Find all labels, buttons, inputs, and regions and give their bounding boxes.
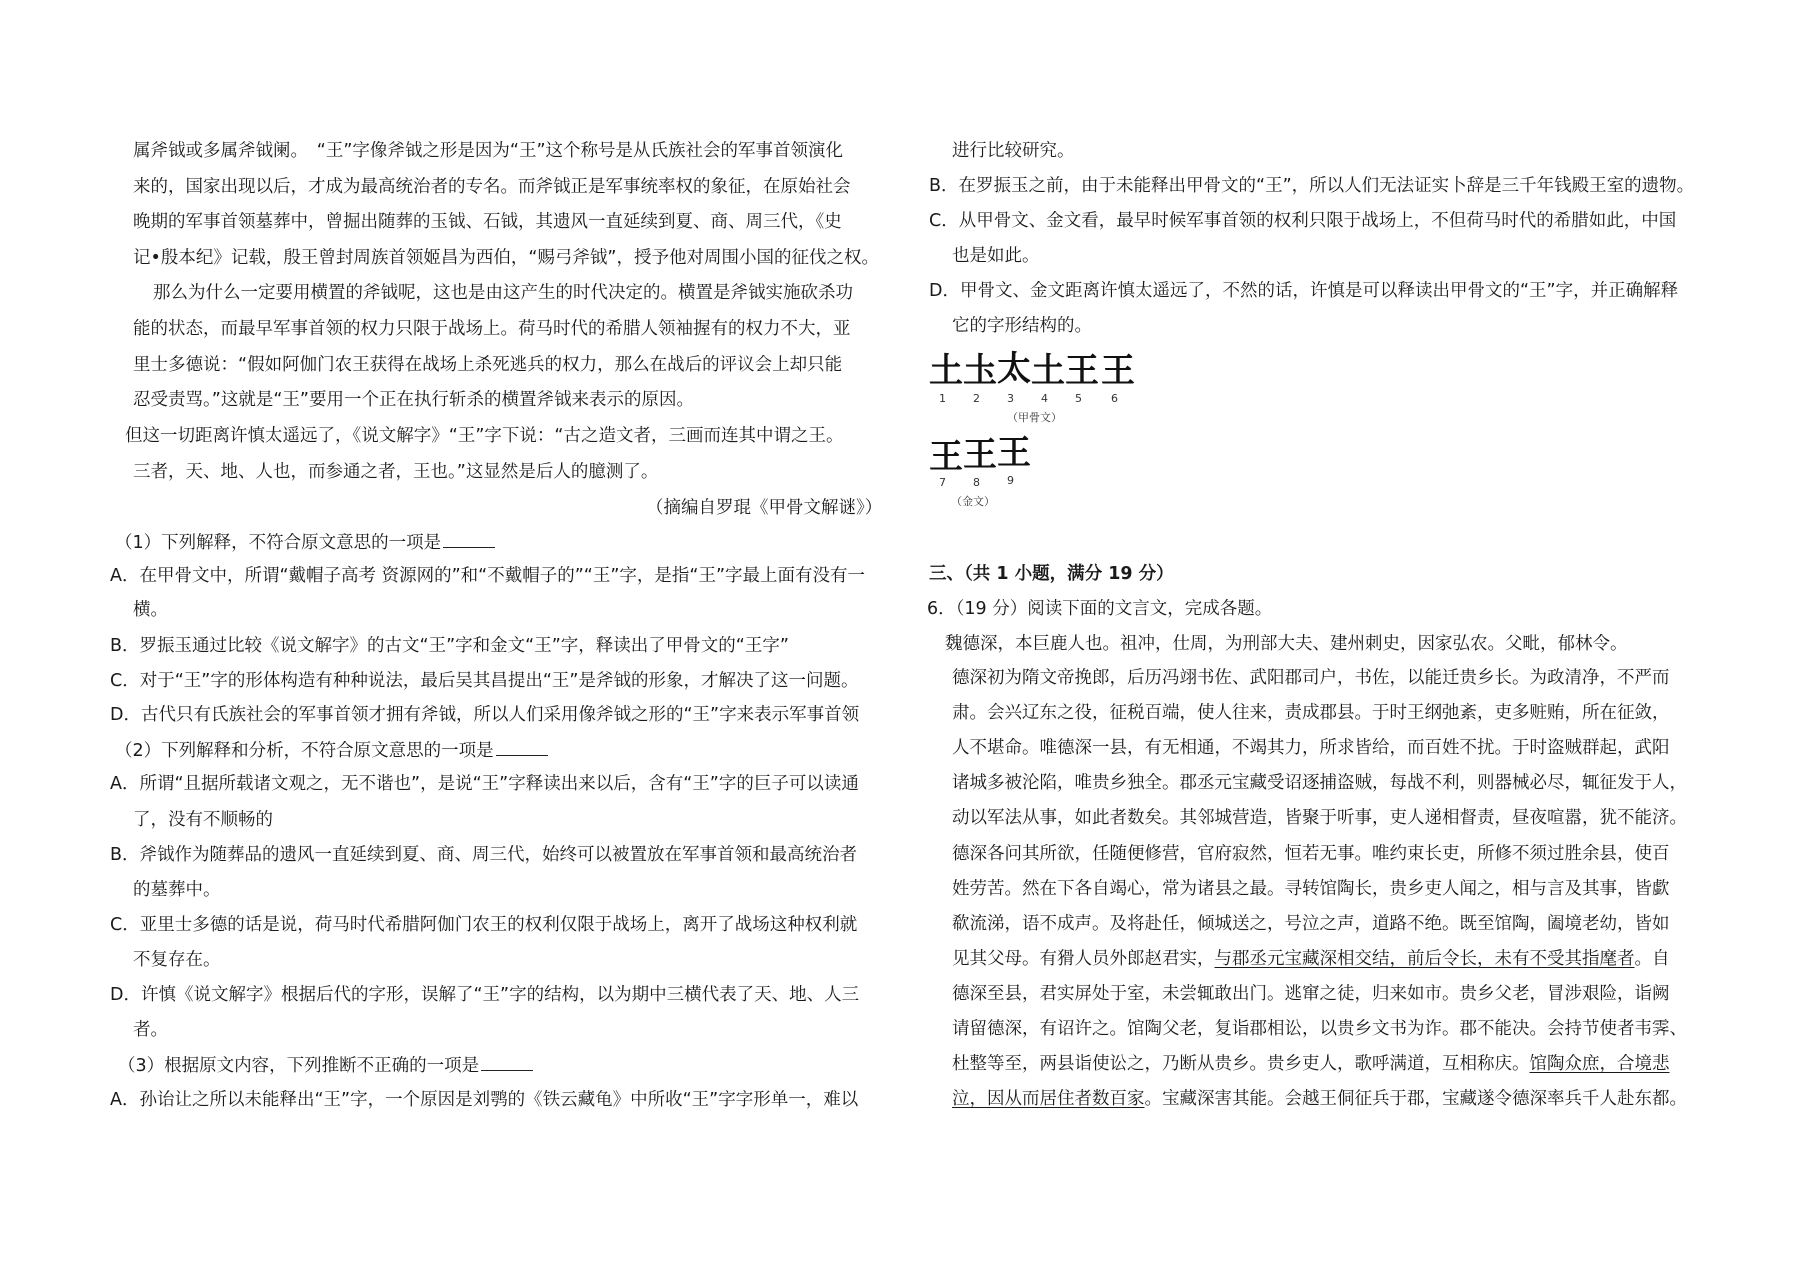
question-stem: 6．（19 分）阅读下面的文言文，完成各题。 — [927, 599, 1273, 619]
glyph-number: 8 — [973, 476, 980, 489]
passage-line: 人不堪命。唯德深一县，有无相通，不竭其力，所求皆给，而百姓不扰。于时盗贼群起，武阳 — [952, 738, 1670, 758]
option-b[interactable]: B．在罗振玉之前，由于未能释出甲骨文的“王”，所以人们无法证实卜辞是三千年钱殿王室的遗物。 — [929, 176, 1695, 196]
passage-line: 能的状态，而最早军事首领的权力只限于战场上。荷马时代的希腊人领袖握有的权力不大，亚 — [133, 319, 851, 339]
passage-line: 杜整等至，两县诣使讼之，乃断从贵乡。贵乡吏人，歌呼满道，互相称庆。馆陶众庶，合境悲 — [952, 1054, 1670, 1074]
passage-source: （摘编自罗琨《甲骨文解谜》） — [646, 498, 883, 518]
passage-line: 见其父母。有猾人员外郎赵君实，与郡丞元宝藏深相交结，前后令长，未有不受其指麾者。自 — [952, 949, 1670, 969]
passage-line: 记•殷本纪》记载，殷王曾封周族首领姬昌为西伯，“赐弓斧钺”，授予他对周围小国的征伐之权。 — [133, 248, 879, 268]
glyph-figure — [925, 349, 1145, 512]
bronze-glyph-8: 王 — [963, 435, 997, 475]
oracle-caption: （甲骨文） — [1007, 411, 1062, 424]
option-c[interactable]: C．亚里士多德的话是说，荷马时代希腊阿伽门农王的权利仅限于战场上，离开了战场这种权利就 — [110, 915, 858, 935]
option-a[interactable]: A．在甲骨文中，所谓“戴帽子高考 资源网的”和“不戴帽子的”“王”字，是指“王”字最上面有没有一 — [110, 566, 866, 586]
answer-blank[interactable] — [481, 1053, 533, 1071]
oracle-glyph-6: 王 — [1101, 351, 1135, 391]
passage-line: 但这一切距离许慎太遥远了，《说文解字》“王”字下说：“古之造文者，三画而连其中谓之王。 — [125, 426, 844, 446]
passage-line: 泣，因从而居住者数百家。宝藏深害其能。会越王侗征兵于郡，宝藏遂令德深率兵千人赴东都。 — [952, 1089, 1687, 1109]
glyph-number: 5 — [1075, 392, 1082, 405]
answer-blank[interactable] — [443, 530, 495, 548]
glyph-number: 6 — [1111, 392, 1118, 405]
glyph-number: 7 — [939, 476, 946, 489]
passage-line: 魏德深，本巨鹿人也。祖冲，仕周，为刑部大夫、建州刺史，因家弘农。父毗，郁林令。 — [945, 634, 1628, 654]
question-stem: （3）根据原文内容，下列推断不正确的一项是 — [118, 1053, 533, 1078]
oracle-glyph-1: 土 — [929, 351, 963, 391]
option-b[interactable]: B．罗振玉通过比较《说文解字》的古文“王”字和金文“王”字，释读出了甲骨文的“王字” — [110, 636, 789, 656]
question-stem: （1）下列解释，不符合原文意思的一项是 — [115, 530, 495, 555]
option-d-cont: 它的字形结构的。 — [952, 316, 1092, 336]
option-c-cont: 不复存在。 — [133, 950, 221, 970]
oracle-glyph-3: 太 — [997, 349, 1031, 389]
option-d[interactable]: D．甲骨文、金文距离许慎太遥远了，不然的话，许慎是可以释读出甲骨文的“王”字，并正确解释 — [929, 281, 1679, 301]
passage-line: 来的，国家出现以后，才成为最高统治者的专名。而斧钺正是军事统率权的象征，在原始社会 — [133, 177, 851, 197]
bronze-glyph-9: 王 — [997, 433, 1031, 473]
bronze-caption: （金文） — [951, 495, 995, 508]
option-b[interactable]: B．斧钺作为随葬品的遗风一直延续到夏、商、周三代，始终可以被置放在军事首领和最高统治者 — [110, 845, 858, 865]
passage-line: 德深至县，君实屏处于室，未尝辄敢出门。逃窜之徒，归来如市。贵乡父老，冒涉艰险，诣阙 — [952, 984, 1670, 1004]
option-a[interactable]: A．所谓“且据所载诸文观之，无不谐也”，是说“王”字释读出来以后，含有“王”字的巨子可以读通 — [110, 774, 859, 794]
glyph-number: 4 — [1041, 392, 1048, 405]
passage-line: 德深初为隋文帝挽郎，后历冯翊书佐、武阳郡司户，书佐，以能迁贵乡长。为政清净，不严而 — [952, 668, 1670, 688]
glyph-number: 2 — [973, 392, 980, 405]
passage-line: 肃。会兴辽东之役，征税百端，使人往来，责成郡县。于时王纲弛紊，吏多赃贿，所在征敛， — [952, 703, 1670, 723]
option-c[interactable]: C．从甲骨文、金文看，最早时候军事首领的权利只限于战场上，不但荷马时代的希腊如此，中国 — [929, 211, 1677, 231]
passage-line: 请留德深，有诏许之。馆陶父老，复诣郡相讼，以贵乡文书为诈。郡不能决。会持节使者韦霁、 — [952, 1019, 1687, 1039]
option-c[interactable]: C．对于“王”字的形体构造有种种说法，最后吴其昌提出“王”是斧钺的形象，才解决了这一问题。 — [110, 671, 859, 691]
question-stem: （2）下列解释和分析，不符合原文意思的一项是 — [115, 738, 548, 763]
underlined-sentence: 馆陶众庶，合境悲 — [1529, 1054, 1670, 1074]
option-a-cont: 横。 — [133, 600, 168, 620]
passage-line: 里士多德说：“假如阿伽门农王获得在战场上杀死逃兵的权力，那么在战后的评议会上却只能 — [133, 355, 843, 375]
option-d[interactable]: D．许慎《说文解字》根据后代的字形，误解了“王”字的结构，以为期中三横代表了天、地、人三 — [110, 985, 860, 1005]
oracle-glyph-4: 土 — [1031, 351, 1065, 391]
passage-line: 德深各问其所欲，任随便修营，官府寂然，恒若无事。唯约束长吏，所修不须过胜余县，使百 — [952, 844, 1670, 864]
underlined-sentence: 与郡丞元宝藏深相交结，前后令长，未有不受其指麾者 — [1214, 949, 1635, 969]
passage-line: 姓劳苦。然在下各自竭心，常为诸县之最。寻转馆陶长，贵乡吏人闻之，相与言及其事，皆歔 — [952, 879, 1670, 899]
oracle-glyph-5: 王 — [1065, 351, 1099, 391]
oracle-glyph-2: 圡 — [963, 351, 997, 391]
passage-line: 诸城多被沦陷，唯贵乡独全。郡丞元宝藏受诏逐捕盗贼，每战不利，则器械必尽，辄征发于人， — [952, 773, 1687, 793]
option-a-cont: 进行比较研究。 — [952, 141, 1075, 161]
passage-line: 动以军法从事，如此者数矣。其邻城营造，皆聚于听事，吏人递相督责，昼夜喧嚣，犹不能济。 — [952, 808, 1687, 828]
section-heading: 三、（共 1 小题，满分 19 分） — [929, 564, 1174, 584]
answer-blank[interactable] — [496, 738, 548, 756]
passage-line: 三者，天、地、人也，而参通之者，王也。”这显然是后人的臆测了。 — [133, 462, 659, 482]
glyph-number: 1 — [939, 392, 946, 405]
option-d-cont: 者。 — [133, 1020, 168, 1040]
option-b-cont: 的墓葬中。 — [133, 880, 221, 900]
option-c-cont: 也是如此。 — [952, 246, 1040, 266]
passage-line: 那么为什么一定要用横置的斧钺呢，这也是由这产生的时代决定的。横置是斧钺实施砍杀功 — [153, 283, 853, 303]
glyph-number: 9 — [1007, 474, 1014, 487]
bronze-glyph-7: 王 — [929, 437, 963, 477]
passage-line: 忍受责骂。”这就是“王”要用一个正在执行斩杀的横置斧钺来表示的原因。 — [133, 390, 694, 410]
passage-line: 晚期的军事首领墓葬中，曾掘出随葬的玉钺、石钺，其遗风一直延续到夏、商、周三代，《史 — [133, 212, 842, 232]
option-a-cont: 了，没有不顺畅的 — [133, 810, 273, 830]
underlined-sentence: 泣，因从而居住者数百家 — [952, 1089, 1145, 1109]
passage-line: 欷流涕，语不成声。及将赴任，倾城送之，号泣之声，道路不绝。既至馆陶，阖境老幼，皆如 — [952, 914, 1670, 934]
option-d[interactable]: D．古代只有氏族社会的军事首领才拥有斧钺，所以人们采用像斧钺之形的“王”字来表示军事首领 — [110, 705, 860, 725]
option-a[interactable]: A．孙诒让之所以未能释出“王”字，一个原因是刘鹗的《铁云藏龟》中所收“王”字字形单一，难以 — [110, 1090, 859, 1110]
passage-line: 属斧钺或多属斧钺阑。 “王”字像斧钺之形是因为“王”这个称号是从氏族社会的军事首领演化 — [133, 141, 844, 161]
glyph-number: 3 — [1007, 392, 1014, 405]
